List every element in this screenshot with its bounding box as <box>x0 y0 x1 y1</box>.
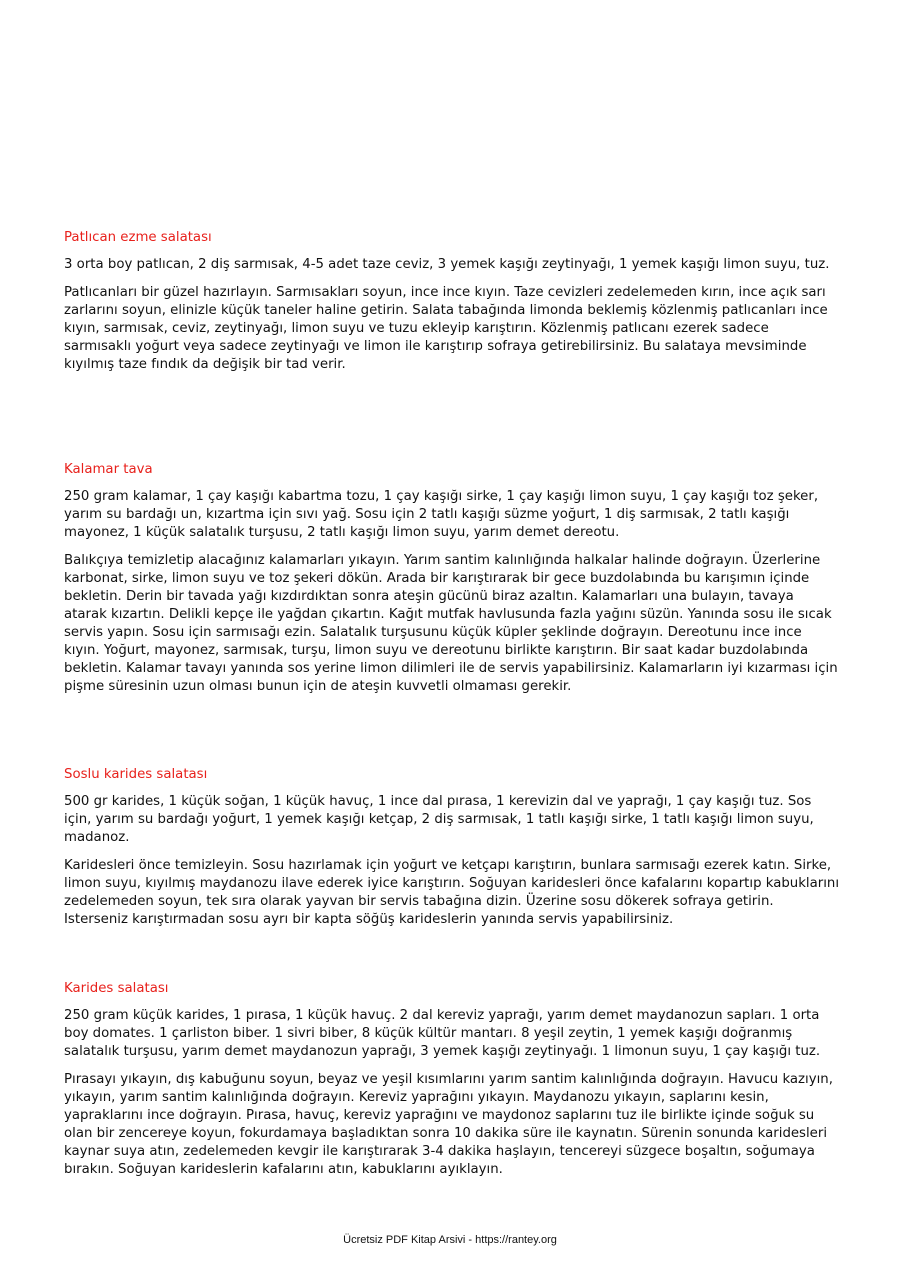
recipe-title: Karides salatası <box>64 981 169 996</box>
recipe-ingredients: 500 gr karides, 1 küçük soğan, 1 küçük havuç, 1 ince dal pırasa, 1 kerevizin dal ve yaprağı, 1 çay kaşığı tuz. Sos için, yarım su bardağı yoğurt, 1 yemek kaşığı ketçap, 2 diş sarmısak, 1 tatlı kaşığı sirke, 1 tatlı kaşığı limon suyu, madanoz. <box>64 794 814 845</box>
recipe-title: Soslu karides salatası <box>64 767 208 782</box>
page-footer: Ücretsiz PDF Kitap Arsivi - https://rantey.org <box>343 1234 557 1246</box>
recipe-patlican-ezme <box>64 229 840 374</box>
recipe-directions: Balıkçıya temizletip alacağınız kalamarları yıkayın. Yarım santim kalınlığında halkalar halinde doğrayın. Üzerlerine karbonat, sirke, limon suyu ve toz şekeri dökün. Arada bir karıştırarak bir gece buzdolabında bu karışımın içinde bekletin. Derin bir tavada yağı kızdırdıktan sonra ateşin gücünü biraz azaltın. Kalamarları una bulayın, tavaya atarak kızartın. Delikli kepçe ile yağdan çıkartın. Kağıt mutfak havlusunda fazla yağını süzün. Yanında sosu ile sıcak servis yapın. Sosu için sarmısağı ezin. Salatalık turşusunu küçük küpler şeklinde doğrayın. Dereotunu ince ince kıyın. Yoğurt, mayonez, sarmısak, turşu, limon suyu ve dereotunu birlikte karıştırın. Bir saat kadar buzdolabında bekletin. Kalamar tavayı yanında sos yerine limon dilimleri ile de servis yapabilirsiniz. Kalamarların iyi kızarması için pişme süresinin uzun olması bunun için de ateşin kuvvetli olmaması gerekir. <box>64 553 838 694</box>
recipe-title: Patlıcan ezme salatası <box>64 230 212 245</box>
recipe-ingredients: 3 orta boy patlıcan, 2 diş sarmısak, 4-5 adet taze ceviz, 3 yemek kaşığı zeytinyağı, 1 yemek kaşığı limon suyu, tuz. <box>64 257 830 272</box>
recipe-ingredients: 250 gram kalamar, 1 çay kaşığı kabartma tozu, 1 çay kaşığı sirke, 1 çay kaşığı limon suyu, 1 çay kaşığı toz şeker, yarım su bardağı un, kızartma için sıvı yağ. Sosu için 2 tatlı kaşığı süzme yoğurt, 1 diş sarmısak, 2 tatlı kaşığı mayonez, 1 küçük salatalık turşusu, 2 tatlı kaşığı limon suyu, yarım demet dereotu. <box>64 489 819 540</box>
recipe-directions: Patlıcanları bir güzel hazırlayın. Sarmısakları soyun, ince ince kıyın. Taze cevizleri zedelemeden kırın, ince açık sarı zarlarını soyun, elinizle küçük taneler haline getirin. Salata tabağında limonda beklemiş közlenmiş patlıcanları ince kıyın, sarmısak, ceviz, zeytinyağı, limon suyu ve tuzu ekleyip karıştırın. Közlenmiş patlıcanı ezerek sadece sarmısaklı yoğurt veya sadece zeytinyağı ve limon ile karıştırıp sofraya getirebilirsiniz. Bu salataya mevsiminde kıyılmış taze fındık da değişik bir tad verir. <box>64 285 828 372</box>
recipe-directions: Pırasayı yıkayın, dış kabuğunu soyun, beyaz ve yeşil kısımlarını yarım santim kalınlığında doğrayın. Havucu kazıyın, yıkayın, yarım santim kalınlığında doğrayın. Kereviz yaprağını yıkayın. Maydanozu yıkayın, saplarını kesin, yapraklarını ince doğrayın. Pırasa, havuç, kereviz yaprağını ve maydonoz saplarını tuz ile birlikte içinde soğuk su olan bir zencereye koyun, fokurdamaya başladıktan sonra 10 dakika süre ile kaynatın. Sürenin sonunda karidesleri kaynar suya atın, zedelemeden kevgir ile karıştırarak 3-4 dakika haşlayın, tencereyi süzgece boşaltın, soğumaya bırakın. Soğuyan karideslerin kafalarını atın, kabuklarını ayıklayın. <box>64 1072 833 1177</box>
recipe-soslu-karides <box>64 766 840 929</box>
recipe-directions: Karidesleri önce temizleyin. Sosu hazırlamak için yoğurt ve ketçapı karıştırın, bunlara sarmısağı ezerek katın. Sirke, limon suyu, kıyılmış maydanozu ilave ederek iyice karıştırın. Soğuyan karidesleri önce kafalarını kopartıp kabuklarını zedelemeden soyun, tek sıra olarak yayvan bir servis tabağına dizin. Üzerine sosu dökerek sofraya getirin. Isterseniz karıştırmadan sosu ayrı bir kapta söğüş karideslerin yanında servis yapabilirsiniz. <box>64 858 840 927</box>
recipe-karides-salatasi <box>64 980 840 1179</box>
recipe-ingredients: 250 gram küçük karides, 1 pırasa, 1 küçük havuç. 2 dal kereviz yaprağı, yarım demet maydanozun sapları. 1 orta boy domates. 1 çarliston biber. 1 sivri biber, 8 küçük kültür mantarı. 8 yeşil zeytin, 1 yemek kaşığı doğranmış salatalık turşusu, yarım demet maydanozun yaprağı, 3 yemek kaşığı zeytinyağı. 1 limonun suyu, 1 çay kaşığı tuz. <box>64 1008 821 1059</box>
recipe-title: Kalamar tava <box>64 462 153 477</box>
recipe-kalamar-tava <box>64 461 840 696</box>
